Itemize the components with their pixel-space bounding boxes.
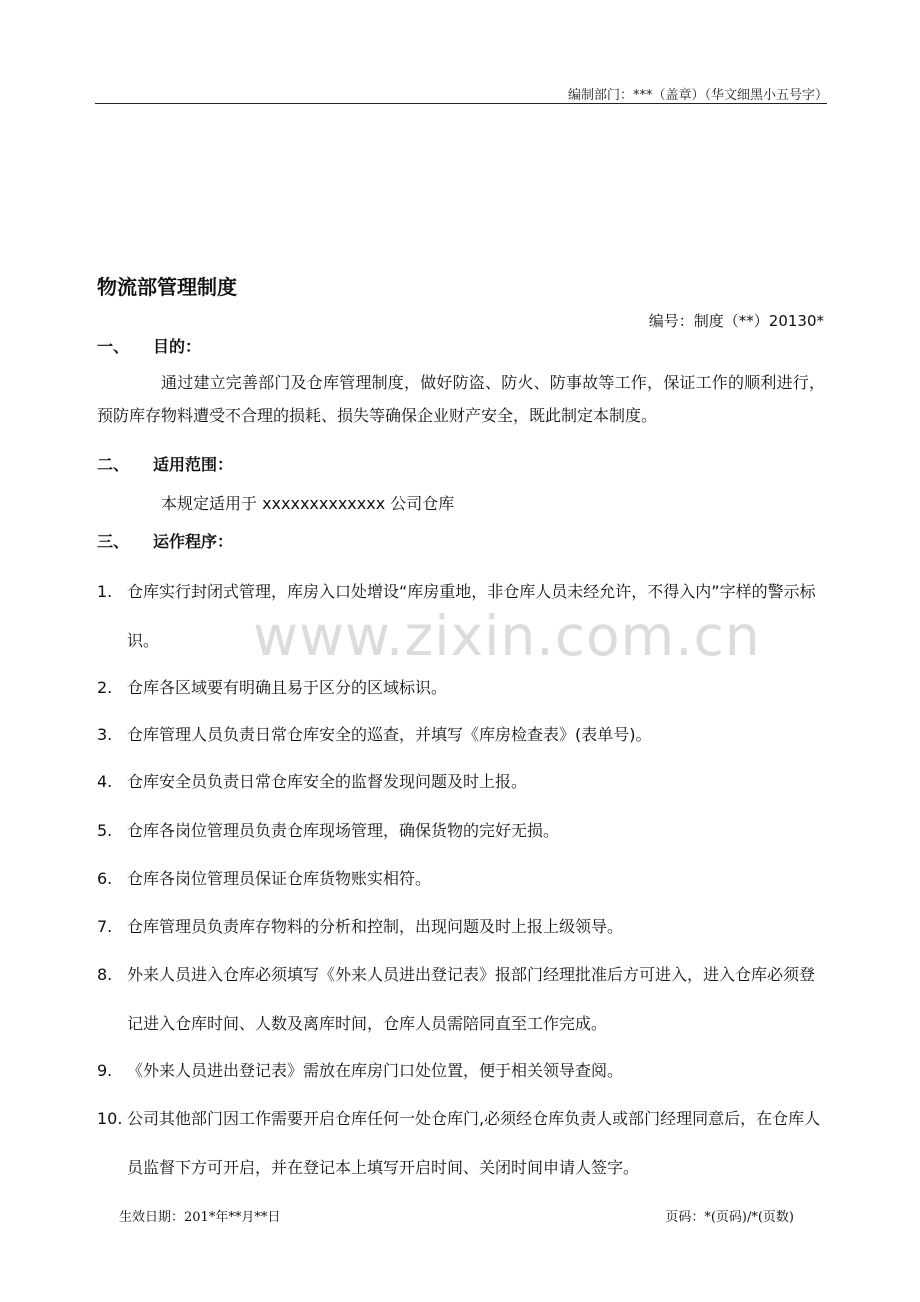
item-number: 7. <box>97 917 113 936</box>
item-text: 仓库管理人员负责日常仓库安全的巡查，并填写《库房检查表》(表单号)。 <box>127 725 652 744</box>
procedure-item <box>97 710 827 759</box>
item-number: 5. <box>97 821 113 840</box>
procedure-item <box>97 757 827 806</box>
procedure-item <box>97 950 827 1048</box>
section-label: 适用范围： <box>153 455 234 474</box>
section-label: 目的： <box>153 337 202 356</box>
item-text: 仓库各岗位管理员负责仓库现场管理，确保货物的完好无损。 <box>127 821 560 840</box>
section-number: 三、 <box>97 532 130 551</box>
scope-paragraph: 本规定适用于 xxxxxxxxxxxxx 公司仓库 <box>161 494 455 513</box>
item-text: 外来人员进入仓库必须填写《外来人员进出登记表》报部门经理批准后方可进入，进入仓库必须登记进入仓库时间、人数及离库时间，仓库人员需陪同直至工作完成。 <box>127 965 816 1033</box>
item-number: 2. <box>97 678 113 697</box>
watermark: www.zixin.com.cn <box>253 604 761 668</box>
header-divider <box>95 103 827 104</box>
purpose-paragraph: 通过建立完善部门及仓库管理制度，做好防盗、防火、防事故等工作，保证工作的顺利进行，预防库存物料遭受不合理的损耗、损失等确保企业财产安全，既此制定本制度。 <box>97 373 825 425</box>
item-number: 3. <box>97 725 113 744</box>
item-number: 4. <box>97 772 113 791</box>
item-number: 10. <box>97 1109 123 1128</box>
section-scope-heading <box>97 452 233 475</box>
document-title: 物流部管理制度 <box>97 275 237 299</box>
section-label: 运作程序： <box>153 532 234 551</box>
procedure-item <box>97 1094 827 1192</box>
section-procedure-heading <box>97 529 233 552</box>
item-number: 1. <box>97 582 113 601</box>
procedure-item <box>97 806 827 855</box>
item-number: 6. <box>97 869 113 888</box>
item-number: 8. <box>97 965 113 984</box>
section-number: 二、 <box>97 455 130 474</box>
item-number: 9. <box>97 1061 113 1080</box>
item-text: 仓库实行封闭式管理，库房入口处增设“库房重地，非仓库人员未经允许，不得入内”字样的警示标识。 <box>127 582 816 650</box>
procedure-item <box>97 854 827 903</box>
item-text: 《外来人员进出登记表》需放在库房门口处位置，便于相关领导查阅。 <box>127 1061 624 1080</box>
footer-page-number: 页码：*(页码)/*(页数) <box>665 1210 794 1225</box>
item-text: 仓库各岗位管理员保证仓库货物账实相符。 <box>127 869 432 888</box>
section-number: 一、 <box>97 337 130 356</box>
procedure-item <box>97 663 827 712</box>
item-text: 仓库安全员负责日常仓库安全的监督发现问题及时上报。 <box>127 772 528 791</box>
section-purpose-heading <box>97 334 201 357</box>
document-number: 编号：制度（**）20130* <box>648 312 824 330</box>
header-department: 编制部门：***（盖章）（华文细黑小五号字） <box>567 88 828 103</box>
procedure-item <box>97 1046 827 1095</box>
item-text: 仓库管理员负责库存物料的分析和控制，出现问题及时上报上级领导。 <box>127 917 624 936</box>
footer-effective-date: 生效日期：201*年**月**日 <box>119 1210 281 1225</box>
item-text: 仓库各区域要有明确且易于区分的区域标识。 <box>127 678 448 697</box>
procedure-item <box>97 902 827 951</box>
item-text: 公司其他部门因工作需要开启仓库任何一处仓库门,必须经仓库负责人或部门经理同意后，在仓库人员监督下方可开启，并在登记本上填写开启时间、关闭时间申请人签字。 <box>127 1109 821 1177</box>
